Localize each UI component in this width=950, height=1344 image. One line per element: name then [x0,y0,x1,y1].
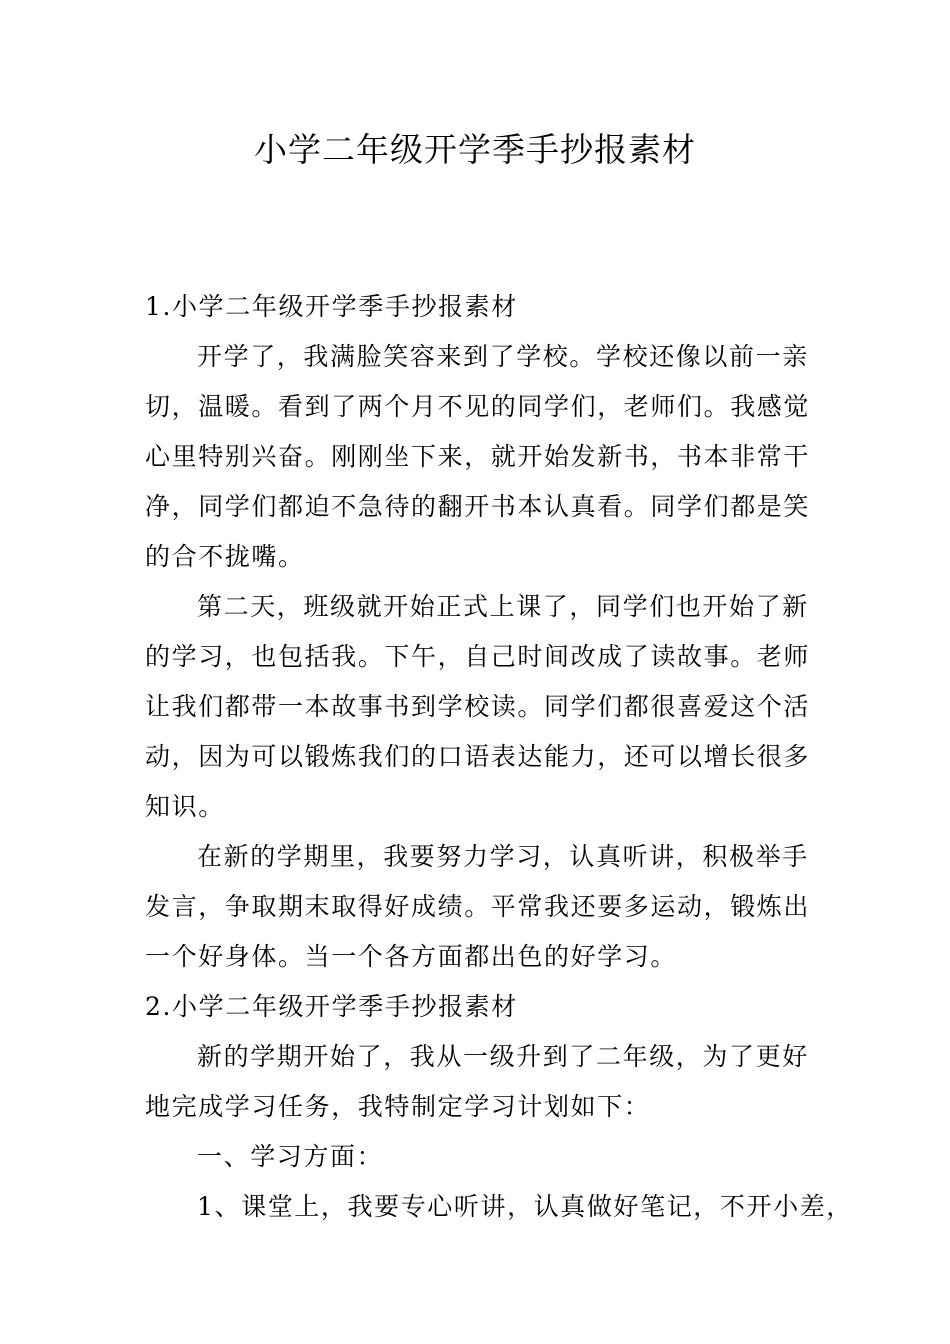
text-line: 1、课堂上，我要专心听讲，认真做好笔记，不开小差， [197,1192,853,1221]
text-line: 在新的学期里，我要努力学习，认真听讲，积极举手 [197,842,809,871]
text-line: 1.小学二年级开学季手抄报素材 [145,292,518,321]
document-title: 小学二年级开学季手抄报素材 [254,130,696,169]
text-line: 的学习，也包括我。下午，自己时间改成了读故事。老师 [145,642,811,671]
text-line: 地完成学习任务，我特制定学习计划如下： [145,1092,651,1121]
text-line: 2.小学二年级开学季手抄报素材 [145,992,518,1021]
text-line: 开学了，我满脸笑容来到了学校。学校还像以前一亲 [197,342,809,371]
text-line: 动，因为可以锻炼我们的口语表达能力，还可以增长很多 [145,742,811,771]
document-body [145,282,853,1232]
text-line: 的合不拢嘴。 [145,542,305,571]
text-line: 一个好身体。当一个各方面都出色的好学习。 [145,942,678,971]
text-line: 一、学习方面： [197,1142,384,1171]
text-line: 新的学期开始了，我从一级升到了二年级，为了更好 [197,1042,809,1071]
text-line: 心里特别兴奋。刚刚坐下来，就开始发新书，书本非常干 [145,442,811,471]
text-line: 第二天，班级就开始正式上课了，同学们也开始了新 [197,592,809,621]
text-line: 净，同学们都迫不急待的翻开书本认真看。同学们都是笑 [145,492,811,521]
text-line: 知识。 [145,792,225,821]
text-line: 切，温暖。看到了两个月不见的同学们，老师们。我感觉 [145,392,811,421]
text-line: 让我们都带一本故事书到学校读。同学们都很喜爱这个活 [145,692,811,721]
text-line: 发言，争取期末取得好成绩。平常我还要多运动，锻炼出 [145,892,811,921]
